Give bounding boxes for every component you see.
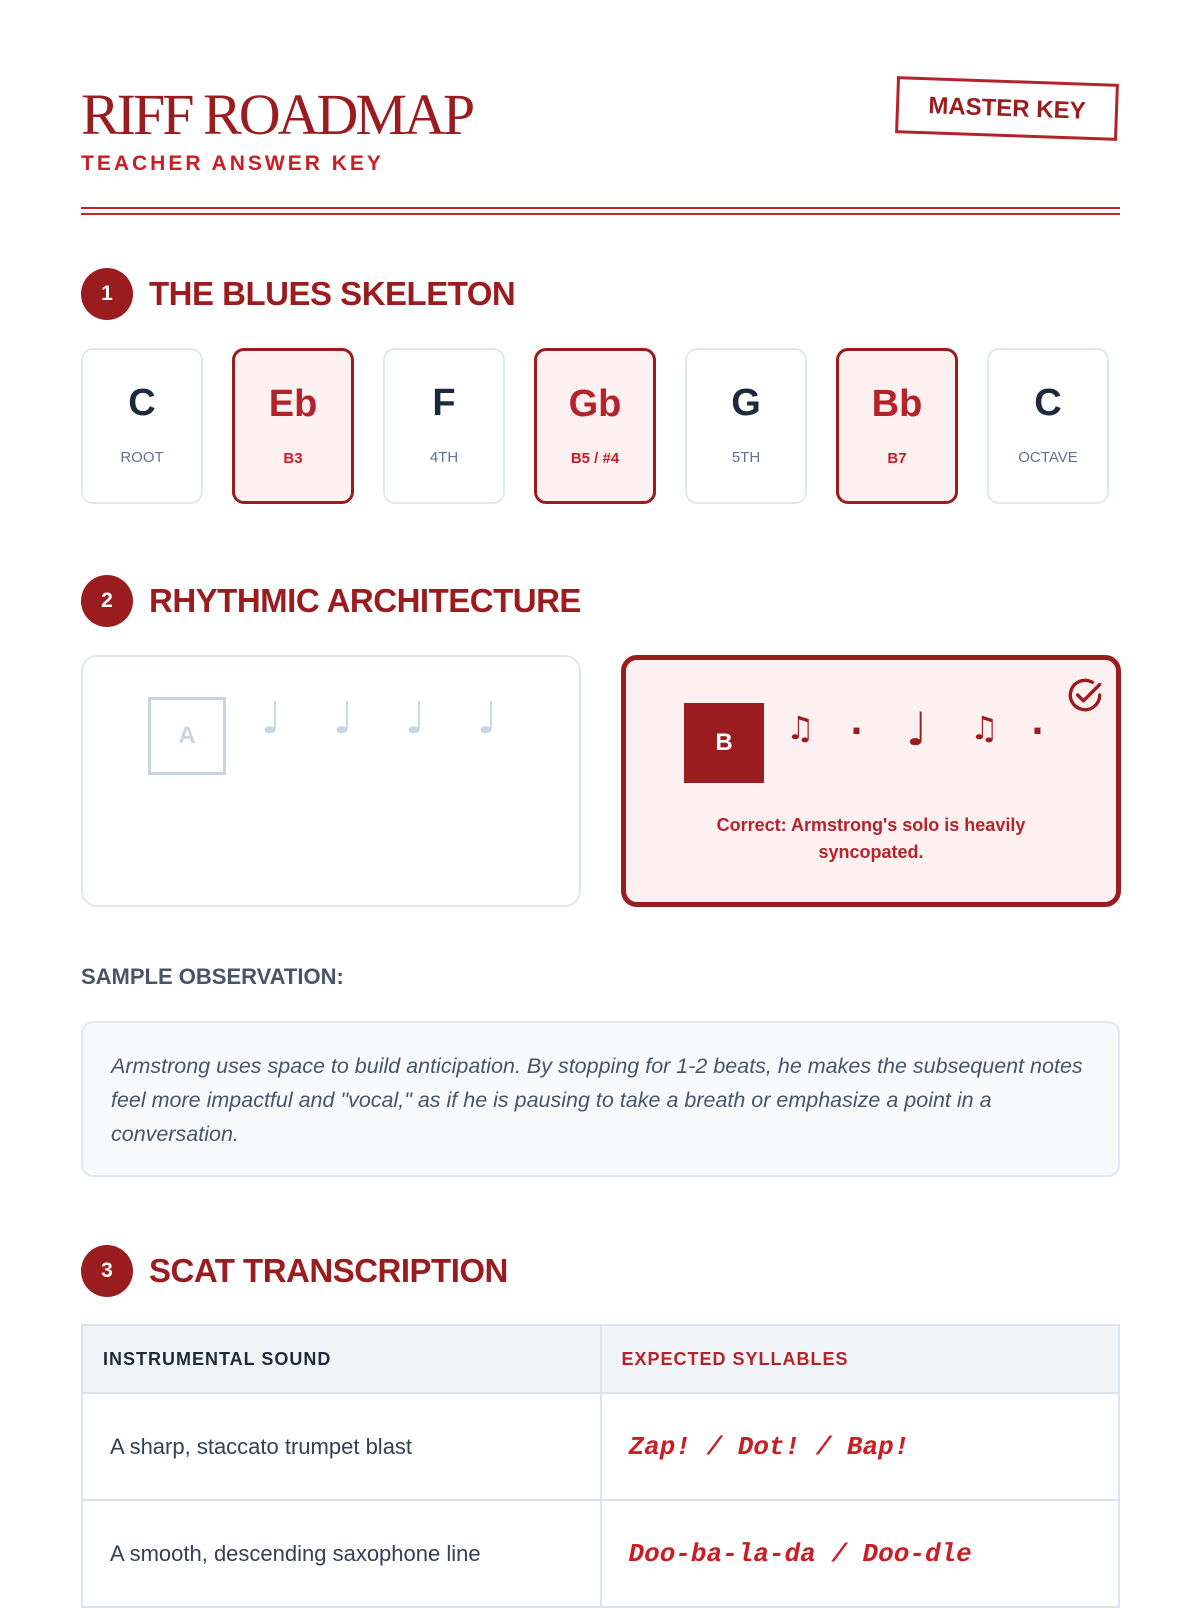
note-card-highlighted bbox=[836, 348, 958, 504]
section-number-badge: 3 bbox=[81, 1245, 133, 1297]
column-header: INSTRUMENTAL SOUND bbox=[82, 1325, 601, 1393]
instrumental-sound-cell: A sharp, staccato trumpet blast bbox=[82, 1393, 601, 1500]
observation-label: SAMPLE OBSERVATION: bbox=[81, 964, 344, 989]
column-header: EXPECTED SYLLABLES bbox=[601, 1325, 1120, 1393]
quarter-note-icon: ♩ bbox=[477, 693, 498, 744]
quarter-note-icon: ♩ bbox=[333, 693, 354, 744]
section-title: RHYTHMIC ARCHITECTURE bbox=[149, 582, 581, 619]
note-role: 4TH bbox=[429, 449, 459, 466]
check-circle-icon bbox=[1064, 674, 1106, 716]
section-number-badge: 2 bbox=[81, 575, 133, 627]
note-role: B3 bbox=[283, 450, 303, 467]
correct-feedback: Correct: Armstrong's solo is heavily syncopated. bbox=[716, 815, 1026, 862]
note-role: ROOT bbox=[120, 449, 164, 466]
syllables-cell: Zap! / Dot! / Bap! bbox=[601, 1393, 1120, 1500]
quarter-note-icon: ♩ bbox=[405, 693, 426, 744]
note-name: G bbox=[731, 382, 761, 424]
rhythm-option-a-card[interactable] bbox=[81, 655, 581, 907]
header-divider bbox=[81, 207, 1120, 215]
table-header-row bbox=[82, 1325, 1119, 1393]
section-number-badge: 1 bbox=[81, 268, 133, 320]
syllables-cell: Doo-ba-la-da / Doo-dle bbox=[601, 1500, 1120, 1607]
eighth-notes-icon: ♫ bbox=[786, 709, 815, 747]
note-role: 5TH bbox=[731, 449, 761, 466]
scat-table bbox=[81, 1324, 1120, 1608]
blues-scale-notes bbox=[81, 348, 1120, 504]
note-card bbox=[685, 348, 807, 504]
section-title: THE BLUES SKELETON bbox=[149, 275, 516, 312]
table-row bbox=[82, 1393, 1119, 1500]
note-card bbox=[987, 348, 1109, 504]
note-role: B5 / #4 bbox=[570, 450, 620, 467]
quarter-note-icon: ♩ bbox=[906, 702, 928, 756]
rest-dot-icon: . bbox=[850, 703, 863, 743]
section-2-heading bbox=[81, 575, 581, 627]
section-3-heading bbox=[81, 1245, 508, 1297]
note-name: C bbox=[128, 382, 156, 424]
instrumental-sound-cell: A smooth, descending saxophone line bbox=[82, 1500, 601, 1607]
rhythm-option-b-card-correct[interactable] bbox=[621, 655, 1121, 907]
note-role: B7 bbox=[887, 450, 907, 467]
note-card bbox=[81, 348, 203, 504]
section-title: SCAT TRANSCRIPTION bbox=[149, 1252, 508, 1289]
note-name: Bb bbox=[871, 383, 923, 425]
option-b-label: B bbox=[684, 703, 764, 783]
page-subtitle: TEACHER ANSWER KEY bbox=[81, 152, 384, 175]
option-a-label: A bbox=[148, 697, 226, 775]
note-name: C bbox=[1034, 382, 1062, 424]
rest-dot-icon: . bbox=[1031, 703, 1044, 743]
quarter-note-icon: ♩ bbox=[261, 693, 282, 744]
master-key-stamp: MASTER KEY bbox=[895, 76, 1119, 141]
eighth-notes-icon: ♫ bbox=[970, 709, 999, 747]
table-row bbox=[82, 1500, 1119, 1607]
note-card-highlighted bbox=[534, 348, 656, 504]
note-name: F bbox=[432, 382, 456, 424]
note-card bbox=[383, 348, 505, 504]
section-1-heading bbox=[81, 268, 515, 320]
note-role: OCTAVE bbox=[1018, 449, 1078, 466]
observation-text: Armstrong uses space to build anticipation. By stopping for 1-2 beats, he makes the subsequent notes feel more impactful and "vocal," as if he is pausing to take a breath or emphasize a point in a conversation. bbox=[81, 1021, 1120, 1177]
page-title: RIFF ROADMAP bbox=[81, 82, 473, 147]
note-card-highlighted bbox=[232, 348, 354, 504]
note-name: Gb bbox=[568, 383, 622, 425]
note-name: Eb bbox=[268, 383, 318, 425]
